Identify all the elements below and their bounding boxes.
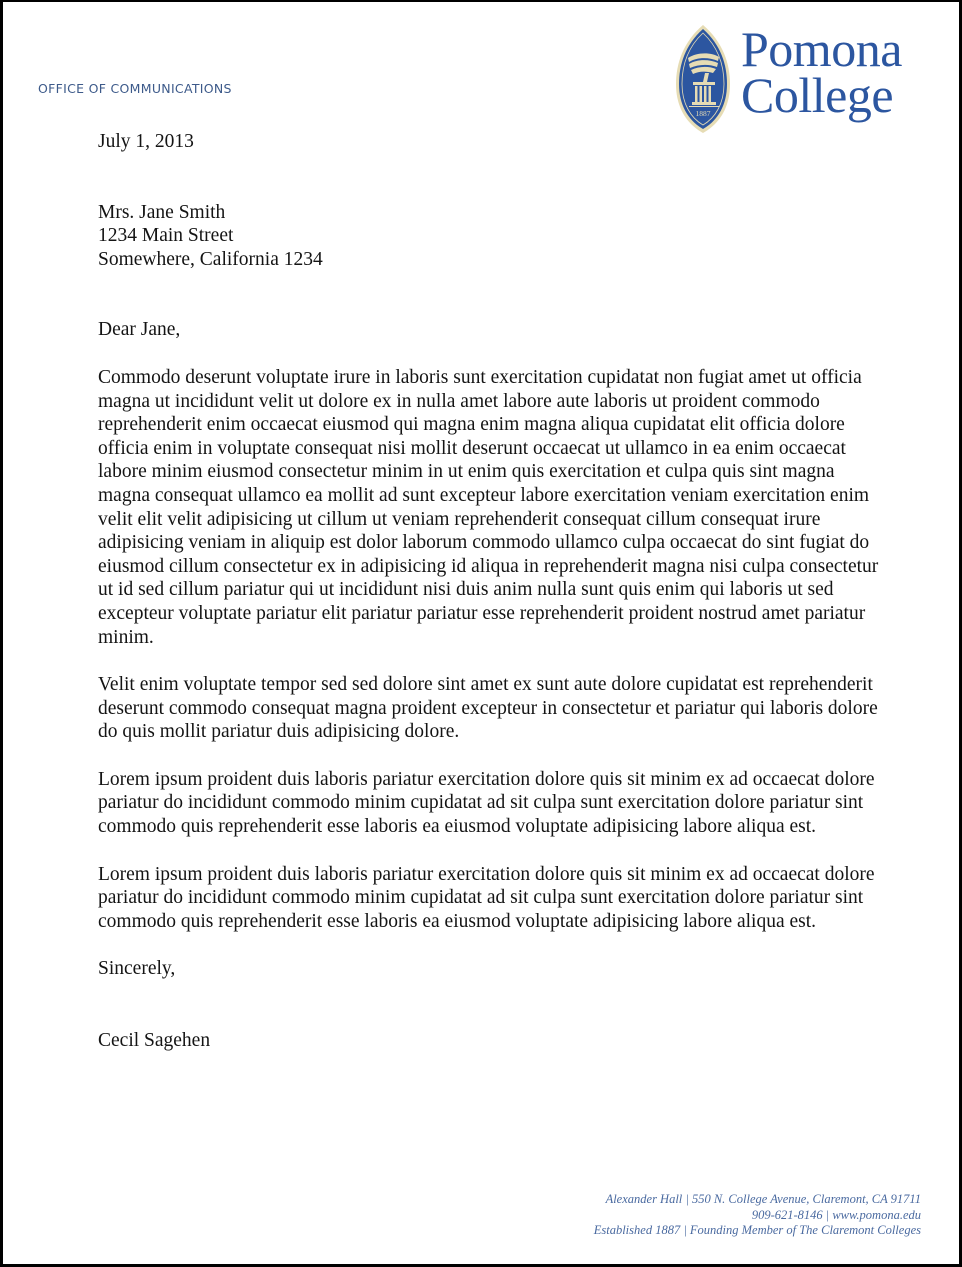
letterhead-footer xyxy=(594,1192,921,1239)
footer-established: Established 1887 | Founding Member of The Claremont Colleges xyxy=(593,1223,921,1238)
college-crest-icon xyxy=(675,24,731,134)
college-wordmark xyxy=(741,21,902,123)
footer-address: Alexander Hall | 550 N. College Avenue, Claremont, CA 91711 xyxy=(605,1192,921,1206)
letter-body xyxy=(98,130,888,1053)
closing: Sincerely, xyxy=(98,958,176,980)
body-paragraph-3: Lorem ipsum proident duis laboris pariatur exercitation dolore quis sit minim ex ad occaecat dolore pariatur do incididunt commodo minim cupidatat ad sit culpa sunt exercitation dolore pariatur sint commodo quis reprehenderit esse laboris ea eiusmod voluptate adipisicing labore aliqua est. xyxy=(98,768,875,838)
recipient-street: 1234 Main Street xyxy=(98,225,234,247)
recipient-city: Somewhere, California 1234 xyxy=(98,248,323,270)
college-logo xyxy=(675,21,935,136)
body-paragraph-2: Velit enim voluptate tempor sed sed dolore sint amet ex sunt aute dolore cupidatat est reprehenderit deserunt commodo consequat magna proident excepteur in consectetur et pariatur qui laboris dolore do quis mollit pariatur duis adipisicing dolore. xyxy=(98,674,878,743)
crest-year: 1887 xyxy=(695,109,711,118)
body-paragraph-4: Lorem ipsum proident duis laboris pariatur exercitation dolore quis sit minim ex ad occaecat dolore pariatur do incididunt commodo minim cupidatat ad sit culpa sunt exercitation dolore pariatur sint commodo quis reprehenderit esse laboris ea eiusmod voluptate adipisicing labore aliqua est. xyxy=(98,863,875,932)
signature: Cecil Sagehen xyxy=(98,1030,211,1052)
wordmark-line-1: Pomona xyxy=(741,21,902,77)
footer-contact: 909-621-8146 | www.pomona.edu xyxy=(751,1207,921,1222)
salutation: Dear Jane, xyxy=(98,319,181,341)
body-paragraph-1: Commodo deserunt voluptate irure in laboris sunt exercitation cupidatat non fugiat amet ut officia magna ut incididunt velit ut dolore ex in nulla amet labore aute laboris ut proident commodo reprehenderit enim occaecat eiusmod qui magna enim magna aliqua cupidatat elit officia dolore officia enim in voluptate consequat nisi mollit deserunt occaecat ut ullamco in ea enim occaecat labore minim eiusmod consectetur minim in ut enim quis exercitation et culpa quis sint magna magna consequat ullamco ea mollit ad sunt excepteur labore exercitation veniam exercitation enim velit elit velit adipisicing ut cillum ut veniam reprehenderit consequat cillum consequat irure adipisicing veniam in aliquip est dolor laborum commodo ullamco culpa occaecat do sint fugiat do eiusmod cillum consectetur ex in adipisicing id aliqua in reprehenderit magna nisi culpa consectetur ut id sed cillum pariatur qui ut incididunt nisi duis anim nulla sunt quis enim qui laboris ut sed excepteur voluptate pariatur elit pariatur pariatur esse reprehenderit proident nostrud amet pariatur minim. xyxy=(98,366,879,648)
wordmark-line-2: College xyxy=(741,67,894,123)
department-label: OFFICE OF COMMUNICATIONS xyxy=(38,81,232,96)
recipient-name: Mrs. Jane Smith xyxy=(98,201,226,223)
letter-date: July 1, 2013 xyxy=(98,131,194,152)
recipient-address xyxy=(98,201,888,272)
